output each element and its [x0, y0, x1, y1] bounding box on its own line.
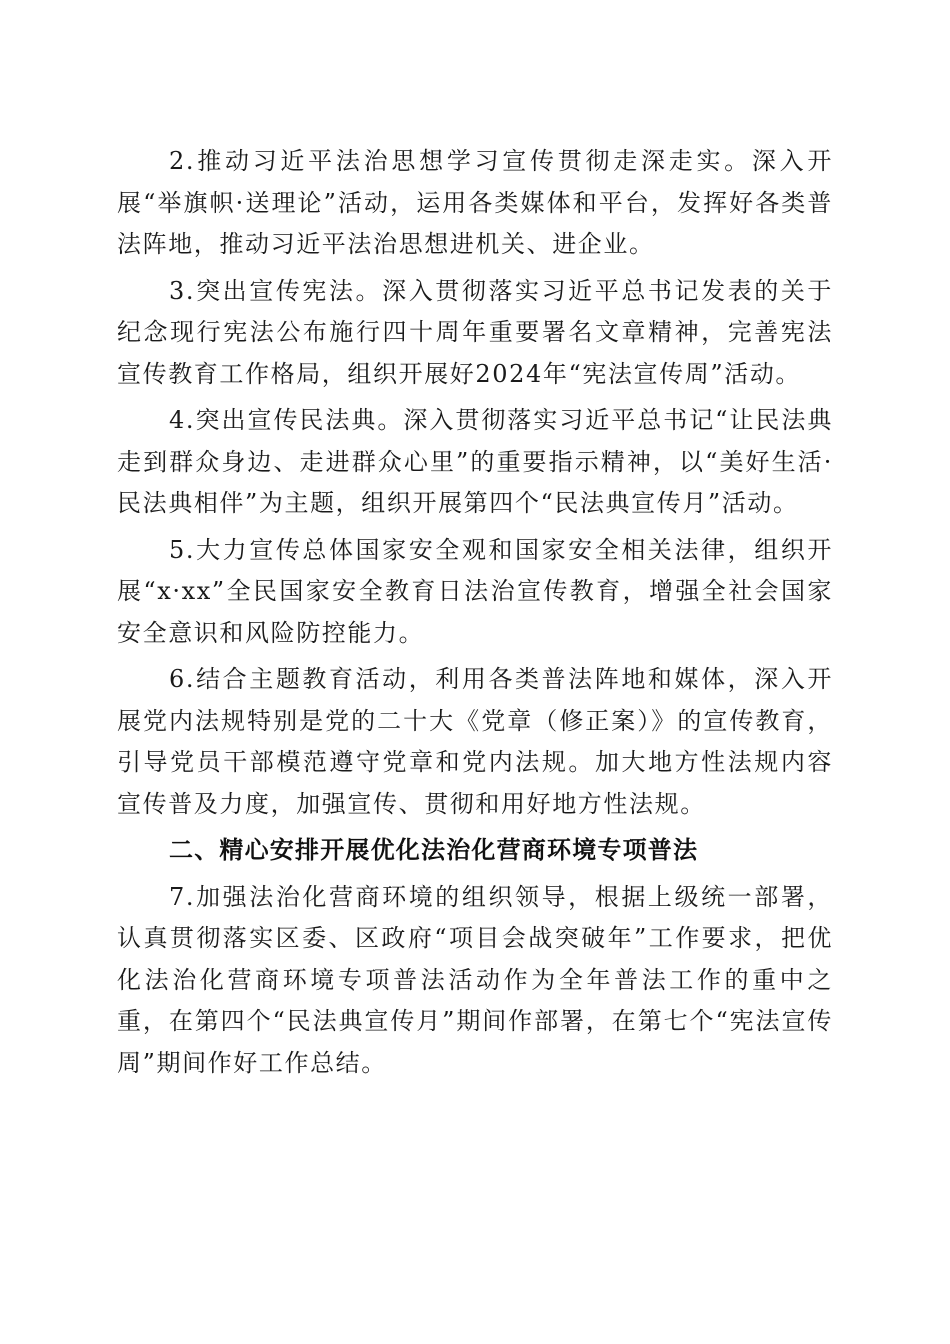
- paragraph-7: 7.加强法治化营商环境的组织领导，根据上级统一部署，认真贯彻落实区委、区政府“项目会战突破年”工作要求，把优化法治化营商环境专项普法活动作为全年普法工作的重中之重，在第四个“民法典宣传月”期间作部署，在第七个“宪法宣传周”期间作好工作总结。: [117, 882, 833, 1077]
- paragraph-5: 5.大力宣传总体国家安全观和国家安全相关法律，组织开展“x·xx”全民国家安全教育日法治宣传教育，增强全社会国家安全意识和风险防控能力。: [117, 535, 833, 647]
- section-heading: 二、精心安排开展优化法治化营商环境专项普法: [169, 836, 699, 864]
- paragraph-6: 6.结合主题教育活动，利用各类普法阵地和媒体，深入开展党内法规特别是党的二十大《党章（修正案）》的宣传教育，引导党员干部模范遵守党章和党内法规。加大地方性法规内容宣传普及力度，加强宣传、贯彻和用好地方性法规。: [117, 665, 833, 818]
- paragraph-4: 4.突出宣传民法典。深入贯彻落实习近平总书记“让民法典走到群众身边、走进群众心里”的重要指示精神，以“美好生活·民法典相伴”为主题，组织开展第四个“民法典宣传月”活动。: [117, 406, 833, 517]
- paragraph-2: 2.推动习近平法治思想学习宣传贯彻走深走实。深入开展“举旗帜·送理论”活动，运用各类媒体和平台，发挥好各类普法阵地，推动习近平法治思想进机关、进企业。: [117, 147, 833, 258]
- paragraph-3: 3.突出宣传宪法。深入贯彻落实习近平总书记发表的关于纪念现行宪法公布施行四十周年重要署名文章精神，完善宪法宣传教育工作格局，组织开展好2024年“宪法宣传周”活动。: [117, 276, 833, 388]
- document-body: [117, 141, 833, 1084]
